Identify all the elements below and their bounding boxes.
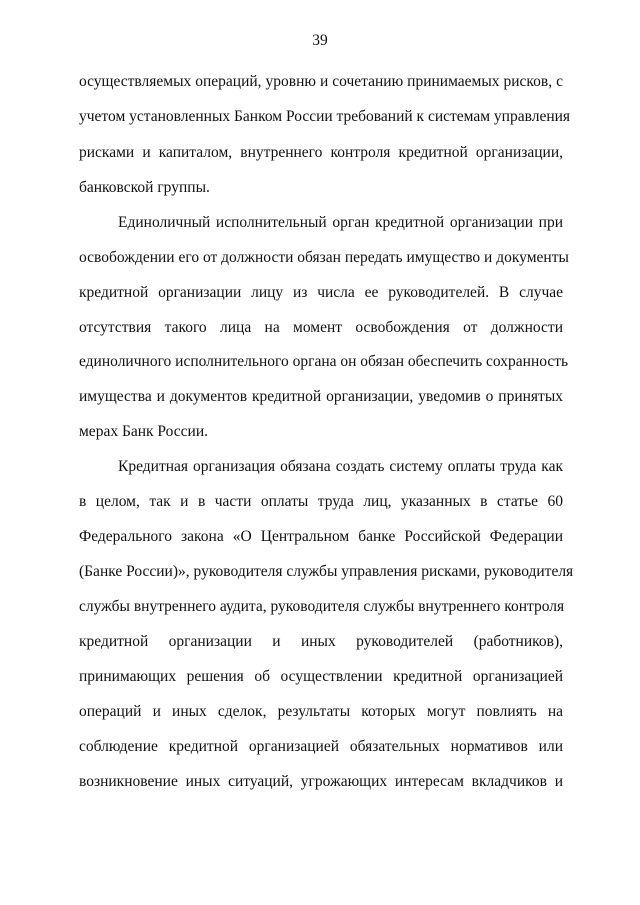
paragraph-3-line-6: кредитной организации и иных руководителей (работников), — [79, 633, 563, 650]
paragraph-3-line-3: Федерального закона «О Центральном банке Российской Федерации — [79, 528, 563, 545]
paragraph-3-line-1: Кредитная организация обязана создать систему оплаты труда как — [118, 458, 563, 475]
paragraph-2-line-7: мерах Банк России. — [79, 423, 209, 440]
paragraph-3-line-2: в целом, так и в части оплаты труда лиц, указанных в статье 60 — [79, 493, 563, 510]
paragraph-1-line-4: банковской группы. — [79, 179, 210, 196]
paragraph-3-line-7: принимающих решения об осуществлении кредитной организацией — [79, 668, 563, 685]
paragraph-3-line-10: возникновение иных ситуаций, угрожающих интересам вкладчиков и — [79, 773, 563, 790]
paragraph-1-line-3: рисками и капиталом, внутреннего контроля кредитной организации, — [79, 144, 563, 161]
paragraph-3-line-4: (Банке России)», руководителя службы управления рисками, руководителя — [79, 563, 574, 580]
paragraph-3-line-9: соблюдение кредитной организацией обязательных нормативов или — [79, 738, 563, 755]
paragraph-2-line-1: Единоличный исполнительный орган кредитной организации при — [118, 214, 563, 231]
paragraph-2-line-2: освобождении его от должности обязан передать имущество и документы — [79, 249, 569, 266]
page-number: 39 — [312, 32, 328, 49]
paragraph-3-line-5: службы внутреннего аудита, руководителя службы внутреннего контроля — [79, 598, 565, 615]
paragraph-2-line-3: кредитной организации лицу из числа ее руководителей. В случае — [79, 284, 563, 301]
paragraph-2-line-6: имущества и документов кредитной организации, уведомив о принятых — [79, 388, 563, 405]
paragraph-2-line-5: единоличного исполнительного органа он обязан обеспечить сохранность — [79, 353, 569, 370]
paragraph-1-line-2: учетом установленных Банком России требований к системам управления — [79, 108, 571, 125]
paragraph-3-line-8: операций и иных сделок, результаты которых могут повлиять на — [79, 703, 563, 720]
paragraph-1-line-1: осуществляемых операций, уровню и сочетанию принимаемых рисков, с — [79, 73, 563, 90]
paragraph-2-line-4: отсутствия такого лица на момент освобождения от должности — [79, 319, 563, 336]
